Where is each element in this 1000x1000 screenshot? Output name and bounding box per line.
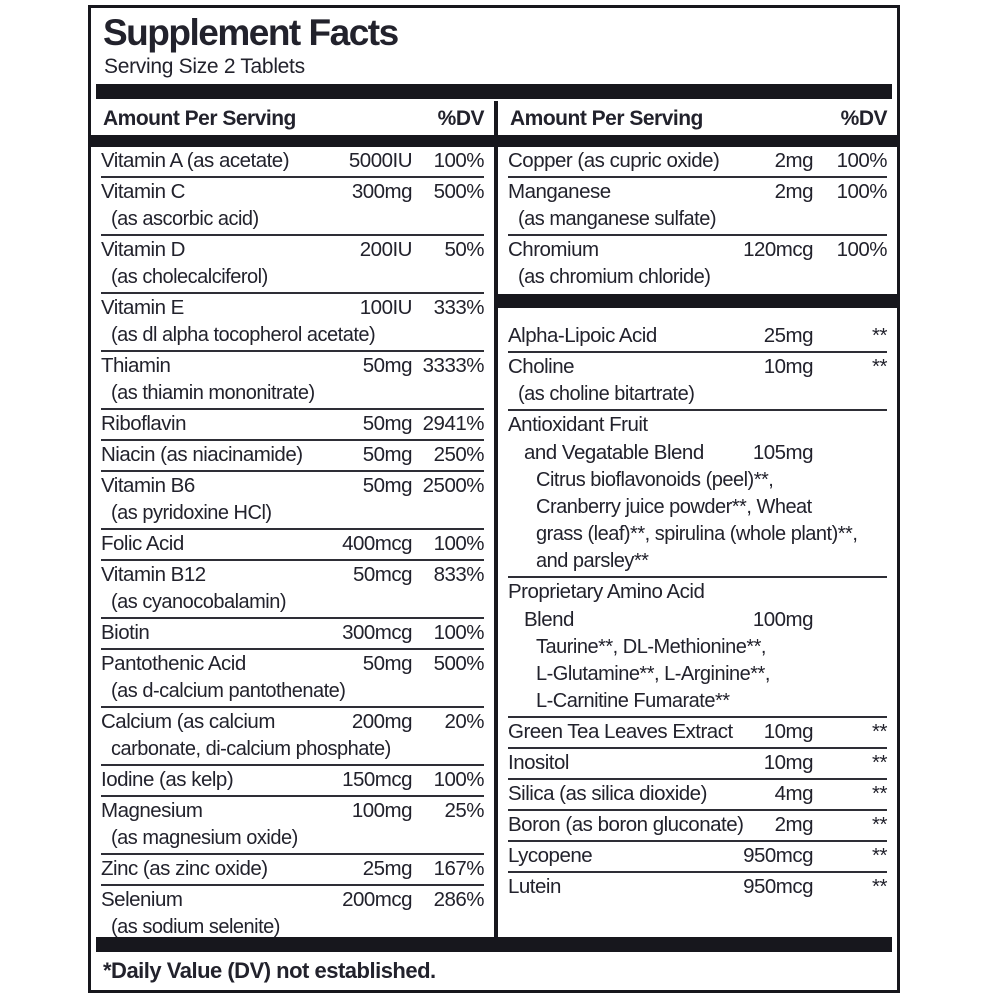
nutrient-amount: 5000IU [348,149,412,172]
nutrient-name: Proprietary Amino Acid [508,580,705,603]
table-row [508,842,887,873]
nutrient-dv: 50% [444,238,484,261]
nutrient-amount: 25mg [362,857,412,880]
label-title: Supplement Facts [103,12,398,53]
row-line [101,472,484,500]
column-header-bar [498,135,897,147]
nutrient-name: Boron (as boron gluconate) [508,813,744,836]
row-line [101,410,484,438]
nutrient-dv: ** [872,813,887,836]
table-row [101,472,484,530]
table-row [508,147,887,178]
row-line [101,797,484,825]
nutrient-dv-placeholder [813,606,887,634]
nutrient-amount: 50mg [362,354,412,377]
table-row [101,561,484,619]
nutrient-source-line: (as thiamin mononitrate) [111,382,315,404]
nutrient-dv: 25% [444,799,484,822]
nutrient-source-line: (as pyridoxine HCl) [111,502,272,524]
row-line [101,178,484,206]
nutrient-name: Lutein [508,875,561,898]
nutrient-dv: ** [872,875,887,898]
nutrient-amount: 400mcg [342,532,412,555]
table-row [101,530,484,561]
nutrient-name-line2: and Vegatable Blend [524,441,704,464]
nutrient-source-line: (as d-calcium pantothenate) [111,680,346,702]
header-divider-bar [96,84,892,99]
row-line [101,855,484,883]
nutrient-dv: ** [872,844,887,867]
nutrient-name: Selenium [101,888,183,911]
nutrient-name: Calcium (as calcium [101,710,275,733]
table-row [101,619,484,650]
table-row [101,178,484,236]
nutrient-source-line: Citrus bioflavonoids (peel)**, [536,469,774,491]
nutrient-name: Silica (as silica dioxide) [508,782,707,805]
nutrient-name: Chromium [508,238,599,261]
nutrient-source-line: (as sodium selenite) [111,916,280,937]
row-line [508,353,887,381]
table-row [101,294,484,352]
nutrient-amount: 105mg [752,441,813,464]
row-line [508,236,887,264]
percent-dv-header: %DV [840,107,887,130]
supplement-facts-label [88,5,900,993]
nutrient-dv: 500% [433,652,484,675]
table-row [508,780,887,811]
nutrient-amount: 2mg [774,149,813,172]
table-row [101,236,484,294]
row-line [101,650,484,678]
table-row [101,441,484,472]
nutrient-dv: 100% [836,180,887,203]
facts-columns [91,101,897,937]
nutrient-amount: 50mg [362,474,412,497]
nutrient-amount: 25mg [763,324,813,347]
row-line [101,352,484,380]
facts-section [91,147,494,937]
nutrient-dv: 167% [433,857,484,880]
row-line [101,886,484,914]
nutrient-dv: 286% [433,888,484,911]
nutrient-name: Thiamin [101,354,171,377]
nutrient-source-line: (as cholecalciferol) [111,266,268,288]
nutrient-name: Vitamin C [101,180,185,203]
nutrient-name: Manganese [508,180,611,203]
nutrient-source-line: (as magnesium oxide) [111,827,298,849]
nutrient-name: Vitamin B12 [101,563,206,586]
column-header [498,101,897,135]
nutrient-source-line: (as chromium chloride) [518,266,711,288]
nutrient-name: Vitamin A (as acetate) [101,149,290,172]
row-line [101,708,484,736]
row-line [101,766,484,794]
nutrient-name: Magnesium [101,799,203,822]
row-line [101,236,484,264]
table-row [101,797,484,855]
nutrient-dv-placeholder [813,439,887,467]
table-row [508,718,887,749]
nutrient-dv: 833% [433,563,484,586]
percent-dv-header: %DV [437,107,484,130]
nutrient-amount: 200IU [359,238,412,261]
nutrient-source-line: and parsley** [536,550,649,572]
nutrient-dv: ** [872,782,887,805]
nutrient-name: Zinc (as zinc oxide) [101,857,268,880]
nutrient-dv: ** [872,720,887,743]
row-line [101,619,484,647]
nutrient-dv: 100% [433,768,484,791]
table-row [101,352,484,410]
nutrient-source-line: Cranberry juice powder**, Wheat [536,496,812,518]
nutrient-name: Copper (as cupric oxide) [508,149,720,172]
row-line [101,530,484,558]
nutrient-amount: 300mcg [342,621,412,644]
table-row [508,178,887,236]
nutrient-amount: 2mg [774,180,813,203]
nutrient-dv: 100% [433,149,484,172]
table-row [101,886,484,937]
nutrient-name: Pantothenic Acid [101,652,246,675]
nutrient-source-line: (as cyanocobalamin) [111,591,287,613]
nutrient-name: Choline [508,355,575,378]
nutrient-amount: 120mcg [743,238,813,261]
table-row [508,811,887,842]
row-line [508,718,887,746]
table-row [101,147,484,178]
nutrient-dv: 100% [433,532,484,555]
table-row [508,873,887,902]
row-line [508,322,887,350]
nutrient-dv: ** [872,751,887,774]
nutrient-amount: 100mg [351,799,412,822]
row-line [101,294,484,322]
nutrient-amount: 950mcg [743,875,813,898]
table-row [101,855,484,886]
nutrient-source-line: grass (leaf)**, spirulina (whole plant)**, [536,523,858,545]
nutrient-name: Alpha-Lipoic Acid [508,324,657,347]
nutrient-dv: 500% [433,180,484,203]
row-line [508,842,887,870]
row-line [508,780,887,808]
row-line [101,561,484,589]
row-line [508,178,887,206]
row-line [101,441,484,469]
nutrient-dv: 250% [433,443,484,466]
nutrient-amount: 50mcg [352,563,412,586]
nutrient-name: Inositol [508,751,569,774]
row-line [508,811,887,839]
nutrient-dv: 2500% [422,474,484,497]
nutrient-amount: 10mg [763,720,813,743]
nutrient-source-line: (as choline bitartrate) [518,383,695,405]
nutrient-name: Niacin (as niacinamide) [101,443,303,466]
nutrient-source-line: L-Glutamine**, L-Arginine**, [536,663,770,685]
nutrient-amount: 100IU [359,296,412,319]
nutrient-amount: 10mg [763,355,813,378]
table-row [101,410,484,441]
section-divider-bar [498,294,897,308]
nutrient-dv: ** [872,355,887,378]
nutrient-name: Biotin [101,621,150,644]
nutrient-name: Vitamin B6 [101,474,195,497]
nutrient-name: Riboflavin [101,412,187,435]
row-line [508,873,887,901]
nutrient-source-line: (as manganese sulfate) [518,208,717,230]
daily-value-footnote: *Daily Value (DV) not established. [103,958,436,983]
nutrient-dv: 3333% [422,354,484,377]
row-line [508,749,887,777]
nutrient-amount: 200mcg [342,888,412,911]
row-line [508,578,887,606]
table-row [101,708,484,766]
facts-section [498,322,897,902]
nutrient-name: Vitamin E [101,296,184,319]
row-line [508,411,887,439]
nutrient-amount: 50mg [362,652,412,675]
nutrient-name: Folic Acid [101,532,184,555]
amount-per-serving-header: Amount Per Serving [510,107,703,130]
nutrient-dv: 100% [836,238,887,261]
nutrient-amount: 2mg [774,813,813,836]
nutrient-amount: 300mg [351,180,412,203]
nutrient-source-line: L-Carnitine Fumarate** [536,690,730,712]
footer-divider-bar [96,937,892,952]
nutrient-amount: 50mg [362,412,412,435]
nutrient-name: Vitamin D [101,238,185,261]
nutrient-amount: 950mcg [743,844,813,867]
table-row [508,353,887,411]
nutrient-amount: 200mg [351,710,412,733]
table-row [508,578,887,718]
row-line [101,147,484,175]
column-header-bar [91,135,494,147]
nutrient-name: Lycopene [508,844,593,867]
table-row [508,236,887,292]
column-header [91,101,494,135]
serving-size: Serving Size 2 Tablets [104,55,305,78]
row-line [508,439,887,467]
facts-section [498,147,897,292]
nutrient-dv: 100% [433,621,484,644]
nutrient-amount: 100mg [752,608,813,631]
nutrient-dv: ** [872,324,887,347]
nutrient-source-line: (as ascorbic acid) [111,208,259,230]
nutrient-name: Green Tea Leaves Extract [508,720,733,743]
nutrient-name: Antioxidant Fruit [508,413,648,436]
nutrient-amount: 4mg [774,782,813,805]
table-row [101,650,484,708]
nutrient-amount: 10mg [763,751,813,774]
nutrient-name-line2: Blend [524,608,574,631]
nutrient-dv: 100% [836,149,887,172]
nutrient-source-line: (as dl alpha tocopherol acetate) [111,324,376,346]
nutrient-name: Iodine (as kelp) [101,768,234,791]
table-row [508,411,887,578]
table-row [508,322,887,353]
nutrient-dv: 333% [433,296,484,319]
nutrient-dv: 2941% [422,412,484,435]
amount-per-serving-header: Amount Per Serving [103,107,296,130]
row-line [508,147,887,175]
nutrient-dv: 20% [444,710,484,733]
nutrient-amount: 50mg [362,443,412,466]
table-row [101,766,484,797]
column-right [498,101,897,937]
nutrient-source-line: Taurine**, DL-Methionine**, [536,636,766,658]
nutrient-source-line: carbonate, di-calcium phosphate) [111,738,391,760]
column-left [91,101,494,937]
nutrient-amount: 150mcg [342,768,412,791]
row-line [508,606,887,634]
table-row [508,749,887,780]
